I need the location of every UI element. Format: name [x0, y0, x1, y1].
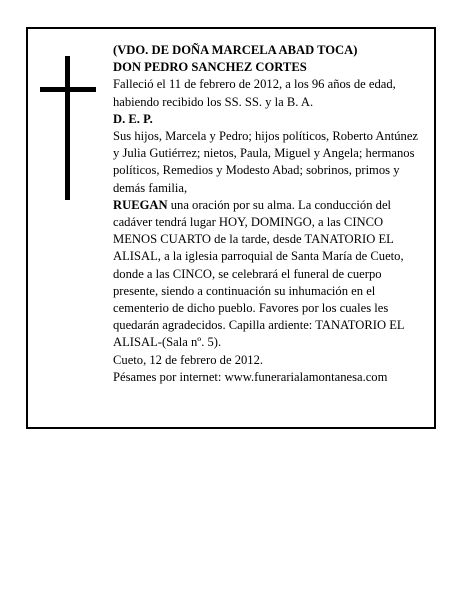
ruegan-word: RUEGAN — [113, 197, 168, 212]
cross-horizontal-bar — [40, 87, 96, 92]
deceased-name: DON PEDRO SANCHEZ CORTES — [113, 60, 307, 75]
condolences-line: Pésames por internet: www.funerarialamontanesa.com — [113, 369, 388, 384]
cross-vertical-bar — [65, 56, 70, 200]
place-date: Cueto, 12 de febrero de 2012. — [113, 352, 264, 367]
family-list: Sus hijos, Marcela y Pedro; hijos políticos, Roberto Antúnez y Julia Gutiérrez; nietos, Paula, Miguel y Angela; hermanos políticos, Remedios y Modesto Abad; sobrinos, primos y demás familia, — [113, 129, 419, 195]
dep-line: D. E. P. — [113, 111, 153, 126]
obituary-notice — [26, 27, 436, 429]
ceremony-details: una oración por su alma. La conducción del cadáver tendrá lugar HOY, DOMINGO, a las CINCO MENOS CUARTO de la tarde, desde TANATORIO EL ALISAL, a la iglesia parroquial de Santa María de Cueto, donde a las CINCO, se celebrará el funeral de cuerpo presente, siendo a continuación su inhumación en el cementerio de dicho pueblo. Favores por los cuales les quedarán agradecidos. Capilla ardiente: TANATORIO EL ALISAL-(Sala nº. 5). — [113, 197, 405, 350]
notice-text — [113, 42, 425, 386]
latin-cross-icon — [40, 56, 96, 200]
widow-line: (VDO. DE DOÑA MARCELA ABAD TOCA) — [113, 43, 358, 57]
death-statement: Falleció el 11 de febrero de 2012, a los 96 años de edad, habiendo recibido los SS. SS. y la B. A. — [113, 77, 396, 109]
ceremony-paragraph — [113, 197, 425, 352]
